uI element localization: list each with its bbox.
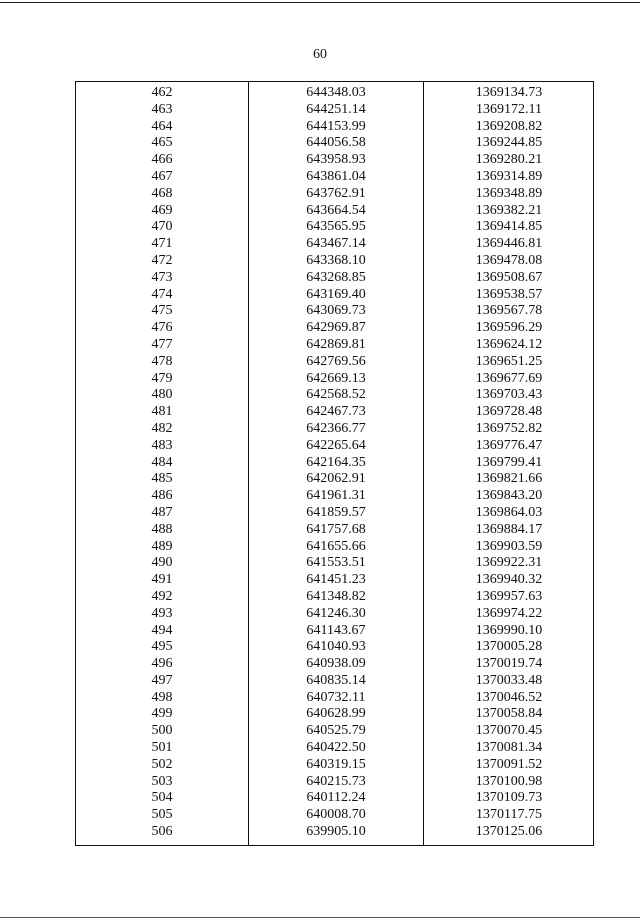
table-row [76,690,593,707]
y-coordinate-cell: 1369864.03 [475,504,543,520]
table-row [76,287,593,304]
point-number-cell: 482 [151,420,173,436]
y-coordinate-cell: 1369651.25 [475,353,543,369]
y-coordinate-cell: 1369414.85 [475,219,543,235]
y-coordinate-cell: 1369596.29 [475,320,543,336]
point-number-cell: 497 [151,672,173,688]
x-coordinate-cell: 641553.51 [306,555,366,571]
point-number-cell: 491 [151,572,173,588]
x-coordinate-cell: 640215.73 [306,773,366,789]
x-coordinate-cell: 642164.35 [306,454,366,470]
point-number-cell: 467 [151,168,173,184]
table-row [76,623,593,640]
table-row [76,555,593,572]
y-coordinate-cell: 1369752.82 [475,420,543,436]
table-row [76,673,593,690]
point-number-cell: 464 [151,118,173,134]
point-number-cell: 475 [151,303,173,319]
coordinates-table [75,81,594,846]
y-coordinate-cell: 1369776.47 [475,437,543,453]
y-coordinate-cell: 1369957.63 [475,588,543,604]
x-coordinate-cell: 641451.23 [306,572,366,588]
x-coordinate-cell: 643169.40 [306,286,366,302]
x-coordinate-cell: 641961.31 [306,488,366,504]
y-coordinate-cell: 1369884.17 [475,521,543,537]
x-coordinate-cell: 643069.73 [306,303,366,319]
y-coordinate-cell: 1369208.82 [475,118,543,134]
table-row [76,488,593,505]
table-row [76,790,593,807]
y-coordinate-cell: 1370125.06 [475,824,543,840]
point-number-cell: 501 [151,740,173,756]
point-number-cell: 486 [151,488,173,504]
y-coordinate-cell: 1370117.75 [476,807,542,823]
y-coordinate-cell: 1370100.98 [475,773,543,789]
point-number-cell: 506 [151,824,173,840]
y-coordinate-cell: 1369446.81 [475,236,543,252]
y-coordinate-cell: 1369172.11 [476,101,542,117]
x-coordinate-cell: 644348.03 [306,85,366,100]
x-coordinate-cell: 642568.52 [306,387,366,403]
point-number-cell: 478 [151,353,173,369]
point-number-cell: 471 [151,236,173,252]
x-coordinate-cell: 640008.70 [306,807,366,823]
y-coordinate-cell: 1370033.48 [475,672,543,688]
x-coordinate-cell: 641040.93 [306,639,366,655]
table-row [76,371,593,388]
y-coordinate-cell: 1369799.41 [475,454,543,470]
x-coordinate-cell: 642669.13 [306,370,366,386]
table-row [76,505,593,522]
table-row [76,572,593,589]
y-coordinate-cell: 1369843.20 [475,488,543,504]
point-number-cell: 488 [151,521,173,537]
table-row [76,387,593,404]
x-coordinate-cell: 642969.87 [306,320,366,336]
table-row [76,606,593,623]
point-number-cell: 474 [151,286,173,302]
y-coordinate-cell: 1369821.66 [475,471,543,487]
point-number-cell: 484 [151,454,173,470]
x-coordinate-cell: 644153.99 [306,118,366,134]
y-coordinate-cell: 1369728.48 [475,404,543,420]
table-row [76,455,593,472]
table-row [76,522,593,539]
table-row [76,740,593,757]
point-number-cell: 466 [151,152,173,168]
x-coordinate-cell: 643861.04 [306,168,366,184]
x-coordinate-cell: 640938.09 [306,656,366,672]
point-number-cell: 505 [151,807,173,823]
y-coordinate-cell: 1370109.73 [475,790,543,806]
y-coordinate-cell: 1369940.32 [475,572,543,588]
table-row [76,824,593,841]
point-number-cell: 465 [151,135,173,151]
table-row [76,404,593,421]
y-coordinate-cell: 1369478.08 [475,252,543,268]
table-row [76,186,593,203]
table-row [76,236,593,253]
table-row [76,354,593,371]
point-number-cell: 494 [151,622,173,638]
point-number-cell: 485 [151,471,173,487]
y-coordinate-cell: 1370019.74 [475,656,543,672]
top-edge-line [0,2,640,3]
point-number-cell: 489 [151,538,173,554]
y-coordinate-cell: 1369280.21 [475,152,543,168]
table-row [76,152,593,169]
y-coordinate-cell: 1369134.73 [475,85,543,100]
page-number: 60 [313,47,327,62]
table-row [76,85,593,102]
table-row [76,639,593,656]
point-number-cell: 493 [151,605,173,621]
table-row [76,203,593,220]
y-coordinate-cell: 1369538.57 [475,286,543,302]
point-number-cell: 469 [151,202,173,218]
x-coordinate-cell: 643958.93 [306,152,366,168]
table-row [76,253,593,270]
point-number-cell: 473 [151,269,173,285]
table-row [76,723,593,740]
x-coordinate-cell: 643268.85 [306,269,366,285]
point-number-cell: 498 [151,689,173,705]
point-number-cell: 502 [151,756,173,772]
x-coordinate-cell: 640319.15 [306,756,366,772]
y-coordinate-cell: 1370081.34 [475,740,543,756]
x-coordinate-cell: 641757.68 [306,521,366,537]
x-coordinate-cell: 642366.77 [306,420,366,436]
table-row [76,303,593,320]
table-row [76,337,593,354]
y-coordinate-cell: 1370046.52 [475,689,543,705]
x-coordinate-cell: 640422.50 [306,740,366,756]
table-row [76,706,593,723]
x-coordinate-cell: 640628.99 [306,706,366,722]
y-coordinate-cell: 1369348.89 [475,185,543,201]
x-coordinate-cell: 642769.56 [306,353,366,369]
table-row [76,589,593,606]
point-number-cell: 463 [151,101,173,117]
y-coordinate-cell: 1369508.67 [475,269,543,285]
point-number-cell: 477 [151,336,173,352]
point-number-cell: 476 [151,320,173,336]
x-coordinate-cell: 642467.73 [306,404,366,420]
point-number-cell: 468 [151,185,173,201]
y-coordinate-cell: 1370005.28 [475,639,543,655]
y-coordinate-cell: 1369903.59 [475,538,543,554]
table-rows [76,85,593,841]
point-number-cell: 500 [151,723,173,739]
table-row [76,774,593,791]
x-coordinate-cell: 644251.14 [306,101,366,117]
x-coordinate-cell: 643565.95 [306,219,366,235]
x-coordinate-cell: 640525.79 [306,723,366,739]
x-coordinate-cell: 644056.58 [306,135,366,151]
x-coordinate-cell: 643368.10 [306,252,366,268]
point-number-cell: 490 [151,555,173,571]
x-coordinate-cell: 641246.30 [306,605,366,621]
table-row [76,320,593,337]
point-number-cell: 495 [151,639,173,655]
table-row [76,438,593,455]
x-coordinate-cell: 640112.24 [306,790,366,806]
x-coordinate-cell: 642062.91 [306,471,366,487]
y-coordinate-cell: 1369703.43 [475,387,543,403]
point-number-cell: 499 [151,706,173,722]
point-number-cell: 481 [151,404,173,420]
point-number-cell: 503 [151,773,173,789]
table-row [76,169,593,186]
table-row [76,539,593,556]
x-coordinate-cell: 642869.81 [306,336,366,352]
y-coordinate-cell: 1369244.85 [475,135,543,151]
table-row [76,656,593,673]
point-number-cell: 487 [151,504,173,520]
x-coordinate-cell: 641348.82 [306,588,366,604]
point-number-cell: 496 [151,656,173,672]
point-number-cell: 479 [151,370,173,386]
point-number-cell: 480 [151,387,173,403]
y-coordinate-cell: 1369624.12 [475,336,543,352]
table-row [76,135,593,152]
y-coordinate-cell: 1369677.69 [475,370,543,386]
y-coordinate-cell: 1370070.45 [475,723,543,739]
x-coordinate-cell: 643664.54 [306,202,366,218]
table-row [76,102,593,119]
x-coordinate-cell: 641859.57 [306,504,366,520]
y-coordinate-cell: 1369974.22 [475,605,543,621]
y-coordinate-cell: 1369382.21 [475,202,543,218]
y-coordinate-cell: 1369567.78 [475,303,543,319]
table-row [76,119,593,136]
table-row [76,219,593,236]
table-row [76,471,593,488]
bottom-edge-line [0,917,640,918]
point-number-cell: 470 [151,219,173,235]
table-row [76,270,593,287]
y-coordinate-cell: 1369314.89 [475,168,543,184]
x-coordinate-cell: 643467.14 [306,236,366,252]
y-coordinate-cell: 1369922.31 [475,555,543,571]
y-coordinate-cell: 1369990.10 [475,622,543,638]
x-coordinate-cell: 640835.14 [306,672,366,688]
point-number-cell: 483 [151,437,173,453]
x-coordinate-cell: 642265.64 [306,437,366,453]
x-coordinate-cell: 643762.91 [306,185,366,201]
point-number-cell: 504 [151,790,173,806]
x-coordinate-cell: 641143.67 [306,622,366,638]
point-number-cell: 492 [151,588,173,604]
x-coordinate-cell: 640732.11 [306,689,366,705]
y-coordinate-cell: 1370091.52 [475,756,543,772]
table-row [76,807,593,824]
point-number-cell: 462 [151,85,173,100]
x-coordinate-cell: 641655.66 [306,538,366,554]
point-number-cell: 472 [151,252,173,268]
y-coordinate-cell: 1370058.84 [475,706,543,722]
x-coordinate-cell: 639905.10 [306,824,366,840]
table-row [76,421,593,438]
table-row [76,757,593,774]
